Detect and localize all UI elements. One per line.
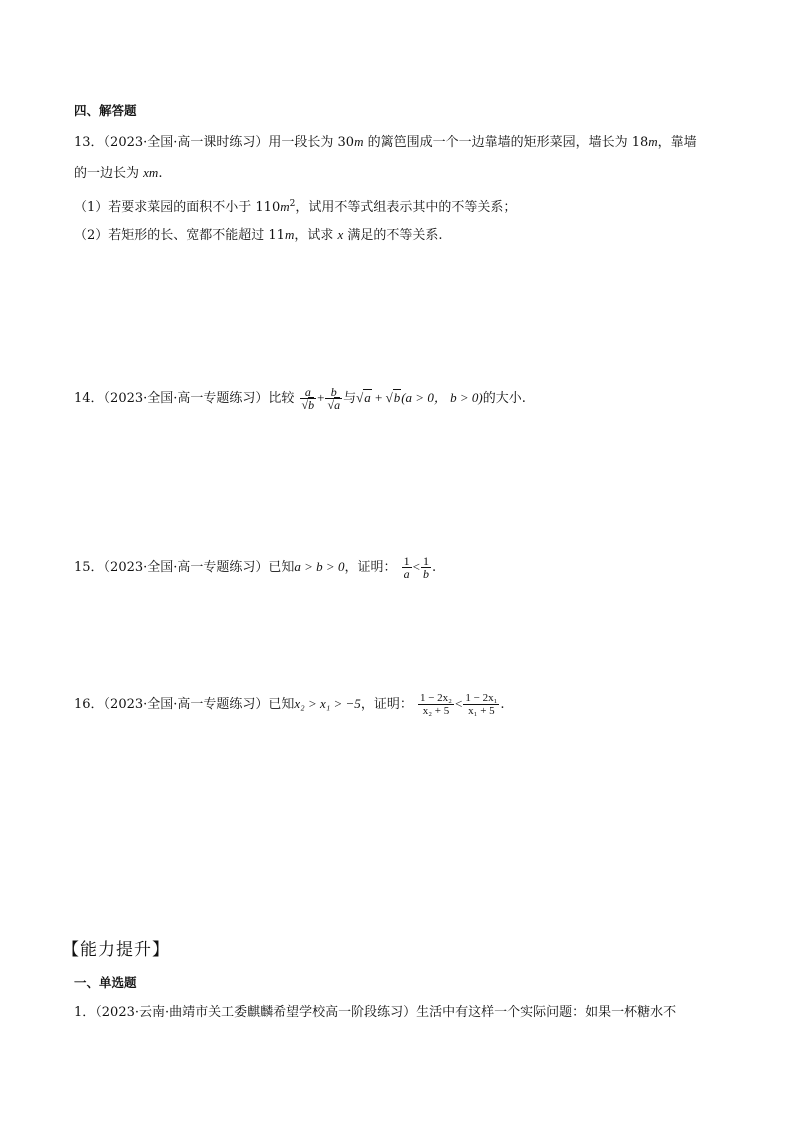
question-13-line-1: 13．（2023·全国·高一课时练习）用一段长为 30m 的篱笆围成一个一边靠墙的矩形菜园，墙长为 18m，靠墙 <box>74 134 697 150</box>
fraction-b-over-sqrt-a: $\frac{b}{√a}$ <box>327 385 341 412</box>
sqrt-a: √a <box>356 390 371 405</box>
sqrt-b: √b <box>385 390 401 405</box>
question-13-part-2: （2）若矩形的长、宽都不能超过 11m，试求 x 满足的不等关系. <box>74 227 443 243</box>
question-14: 14．（2023·全国·高一专题练习）比较 $\frac{a}{√b}$ + $\frac{b}{√a}$ 与√a + √b(a > 0， b > 0)的大小. <box>74 385 526 412</box>
section-title-answer-questions: 四、解答题 <box>74 103 137 118</box>
section-title-single-choice: 一、单选题 <box>74 975 137 990</box>
question-13-line-2: 的一边长为 xm. <box>74 165 163 181</box>
question-1: 1．（2023·云南·曲靖市关工委麒麟希望学校高一阶段练习）生活中有这样一个实际问题：如果一杯糖水不 <box>74 1005 677 1020</box>
section-title-ability-improvement: 【能力提升】 <box>62 940 170 960</box>
fraction-1-over-a: $\frac{1}{a}$ <box>403 554 410 581</box>
question-16: 16．（2023·全国·高一专题练习）已知x₂ > x₁ > −5，证明： $\frac{\text{1 − 2x₂}}{\text{x₂ + 5}}$ < $\frac{\text{1 − 2x₁}}{\text{x₁ + 5}}$ . <box>74 692 505 717</box>
question-15: 15．（2023·全国·高一专题练习）已知a > b > 0，证明： $\frac{1}{a}$ < $\frac{1}{b}$ . <box>74 554 437 581</box>
fraction-1-over-b: $\frac{1}{b}$ <box>422 554 429 581</box>
fraction-x2: $\frac{\text{1 − 2x₂}}{\text{x₂ + 5}}$ <box>419 692 453 717</box>
fraction-a-over-sqrt-b: $\frac{a}{√b}$ <box>301 385 315 412</box>
question-13-part-1: （1）若要求菜园的面积不小于 $110m^2$，试用不等式组表示其中的不等关系； <box>74 199 517 215</box>
fraction-x1: $\frac{\text{1 − 2x₁}}{\text{x₁ + 5}}$ <box>465 692 498 717</box>
